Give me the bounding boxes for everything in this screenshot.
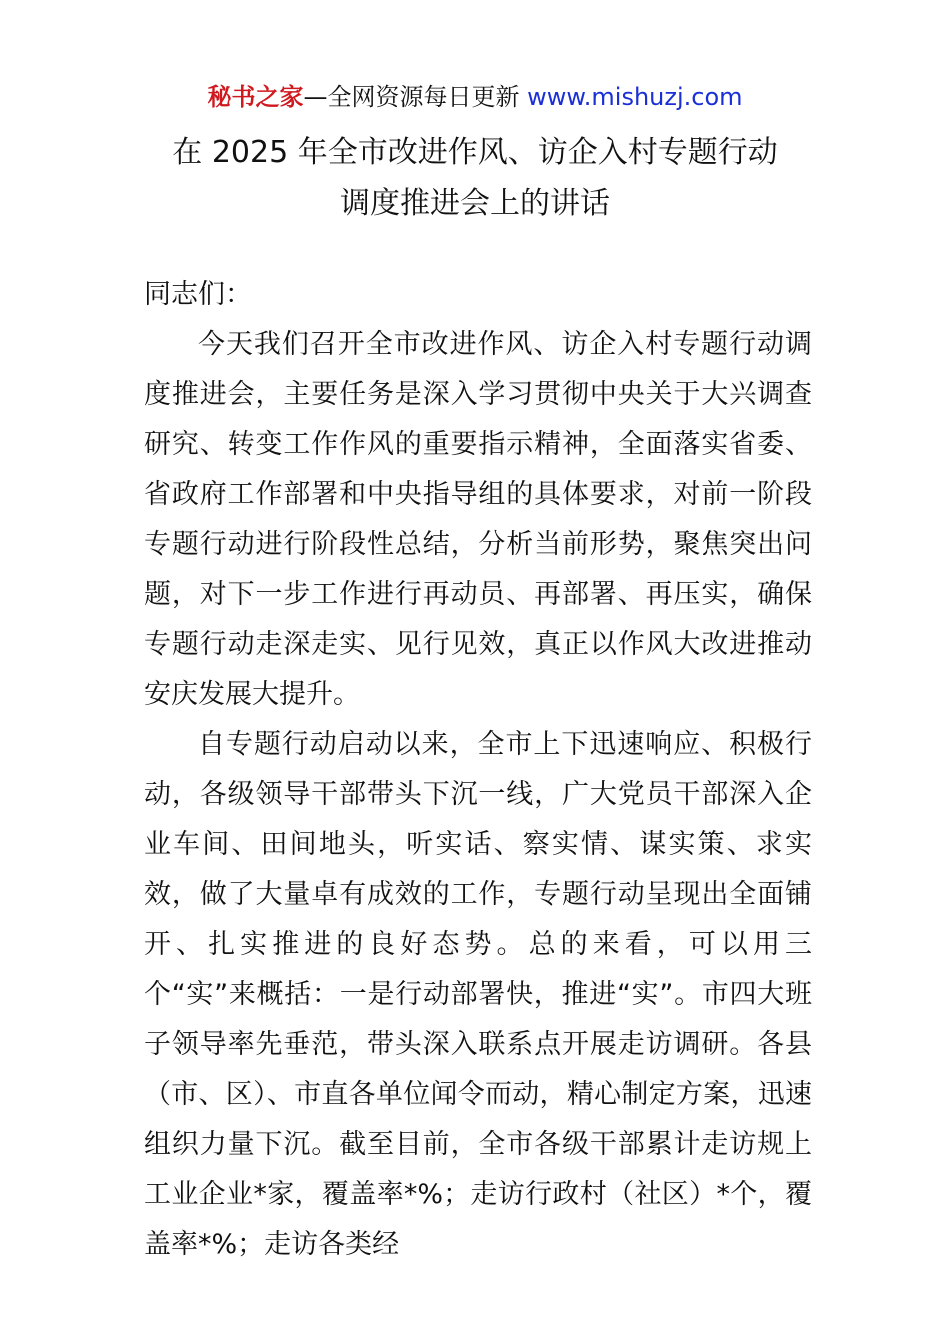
paragraph-2: 自专题行动启动以来，全市上下迅速响应、积极行动，各级领导干部带头下沉一线，广大党员干部深入企业车间、田间地头，听实话、察实情、谋实策、求实效，做了大量卓有成效的工作，专题行动呈现出全面铺开、扎实推进的良好态势。总的来看，可以用三个“实”来概括：一是行动部署快，推进“实”。市四大班子领导率先垂范，带头深入联系点开展走访调研。各县（市、区）、市直各单位闻令而动，精心制定方案，迅速组织力量下沉。截至目前，全市各级干部累计走访规上工业企业*家，覆盖率*%；走访行政村（社区）*个，覆盖率*%；走访各类经 <box>144 729 812 1260</box>
document-body <box>144 270 812 1270</box>
site-header <box>0 80 950 114</box>
header-tagline: —全网资源每日更新 <box>303 83 528 111</box>
site-url-link[interactable]: www.mishuzj.com <box>527 83 743 111</box>
brand-name: 秘书之家 <box>207 83 304 111</box>
title-line-1: 在 2025 年全市改进作风、访企入村专题行动 <box>172 135 778 170</box>
paragraph-1: 今天我们召开全市改进作风、访企入村专题行动调度推进会，主要任务是深入学习贯彻中央关于大兴调查研究、转变工作作风的重要指示精神，全面落实省委、省政府工作部署和中央指导组的具体要求，对前一阶段专题行动进行阶段性总结，分析当前形势，聚焦突出问题，对下一步工作进行再动员、再部署、再压实，确保专题行动走深走实、见行见效，真正以作风大改进推动安庆发展大提升。 <box>144 329 812 710</box>
title-line-2: 调度推进会上的讲话 <box>340 186 610 221</box>
salutation: 同志们： <box>144 279 252 310</box>
document-title <box>0 127 950 229</box>
